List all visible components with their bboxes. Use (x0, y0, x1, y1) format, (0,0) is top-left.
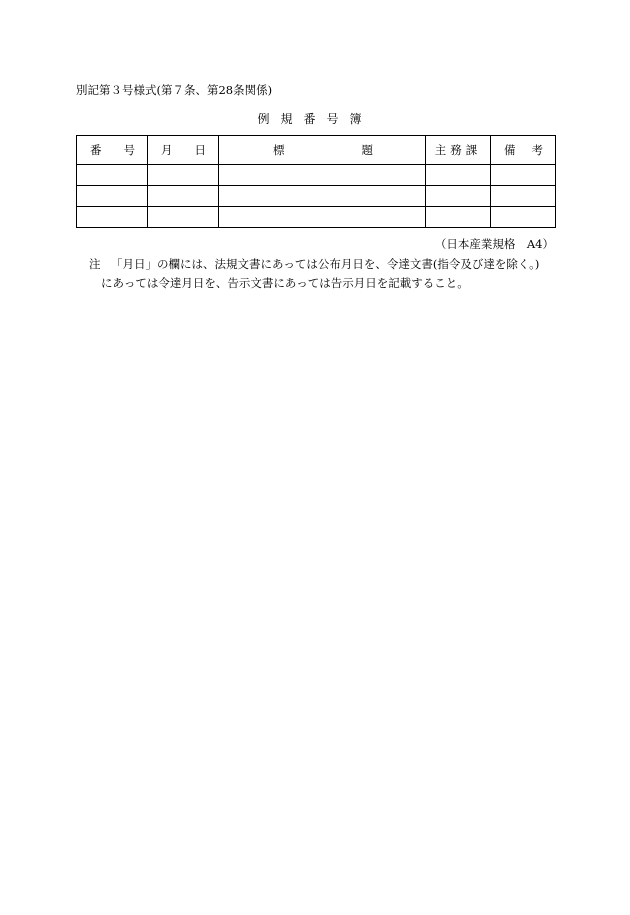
table-row (77, 207, 556, 228)
table-cell (491, 165, 556, 186)
footnote-line-1 (89, 256, 539, 272)
register-table (76, 135, 556, 228)
table-cell (77, 165, 148, 186)
form-reference-note: 別記第３号様式(第７条、第28条関係) (76, 83, 273, 97)
table-cell (77, 186, 148, 207)
document-title: 例規番号簿 (257, 112, 373, 126)
header-section: 主務課 (426, 136, 491, 165)
table-row (77, 165, 556, 186)
table-cell (219, 186, 426, 207)
table-cell (426, 207, 491, 228)
table-cell (148, 186, 219, 207)
paper-standard-note: （日本産業規格 A4） (434, 237, 554, 251)
table-cell (491, 207, 556, 228)
table-cell (426, 186, 491, 207)
table-cell (219, 165, 426, 186)
table-cell (148, 207, 219, 228)
table-header-row (77, 136, 556, 165)
table-cell (77, 207, 148, 228)
table-cell (491, 186, 556, 207)
header-date: 月 日 (148, 136, 219, 165)
table-row (77, 186, 556, 207)
table-cell (219, 207, 426, 228)
header-remarks: 備 考 (491, 136, 556, 165)
table-cell (426, 165, 491, 186)
footnote-line-2: にあっては令達月日を、告示文書にあっては告示月日を記載すること。 (101, 276, 469, 290)
table-cell (148, 165, 219, 186)
footnote-text-1: 「月日」の欄には、法規文書にあっては公布月日を、令達文書(指令及び達を除く。) (111, 257, 540, 271)
header-number: 番 号 (77, 136, 148, 165)
header-title: 標 題 (219, 136, 426, 165)
footnote-mark: 注 (89, 257, 101, 271)
